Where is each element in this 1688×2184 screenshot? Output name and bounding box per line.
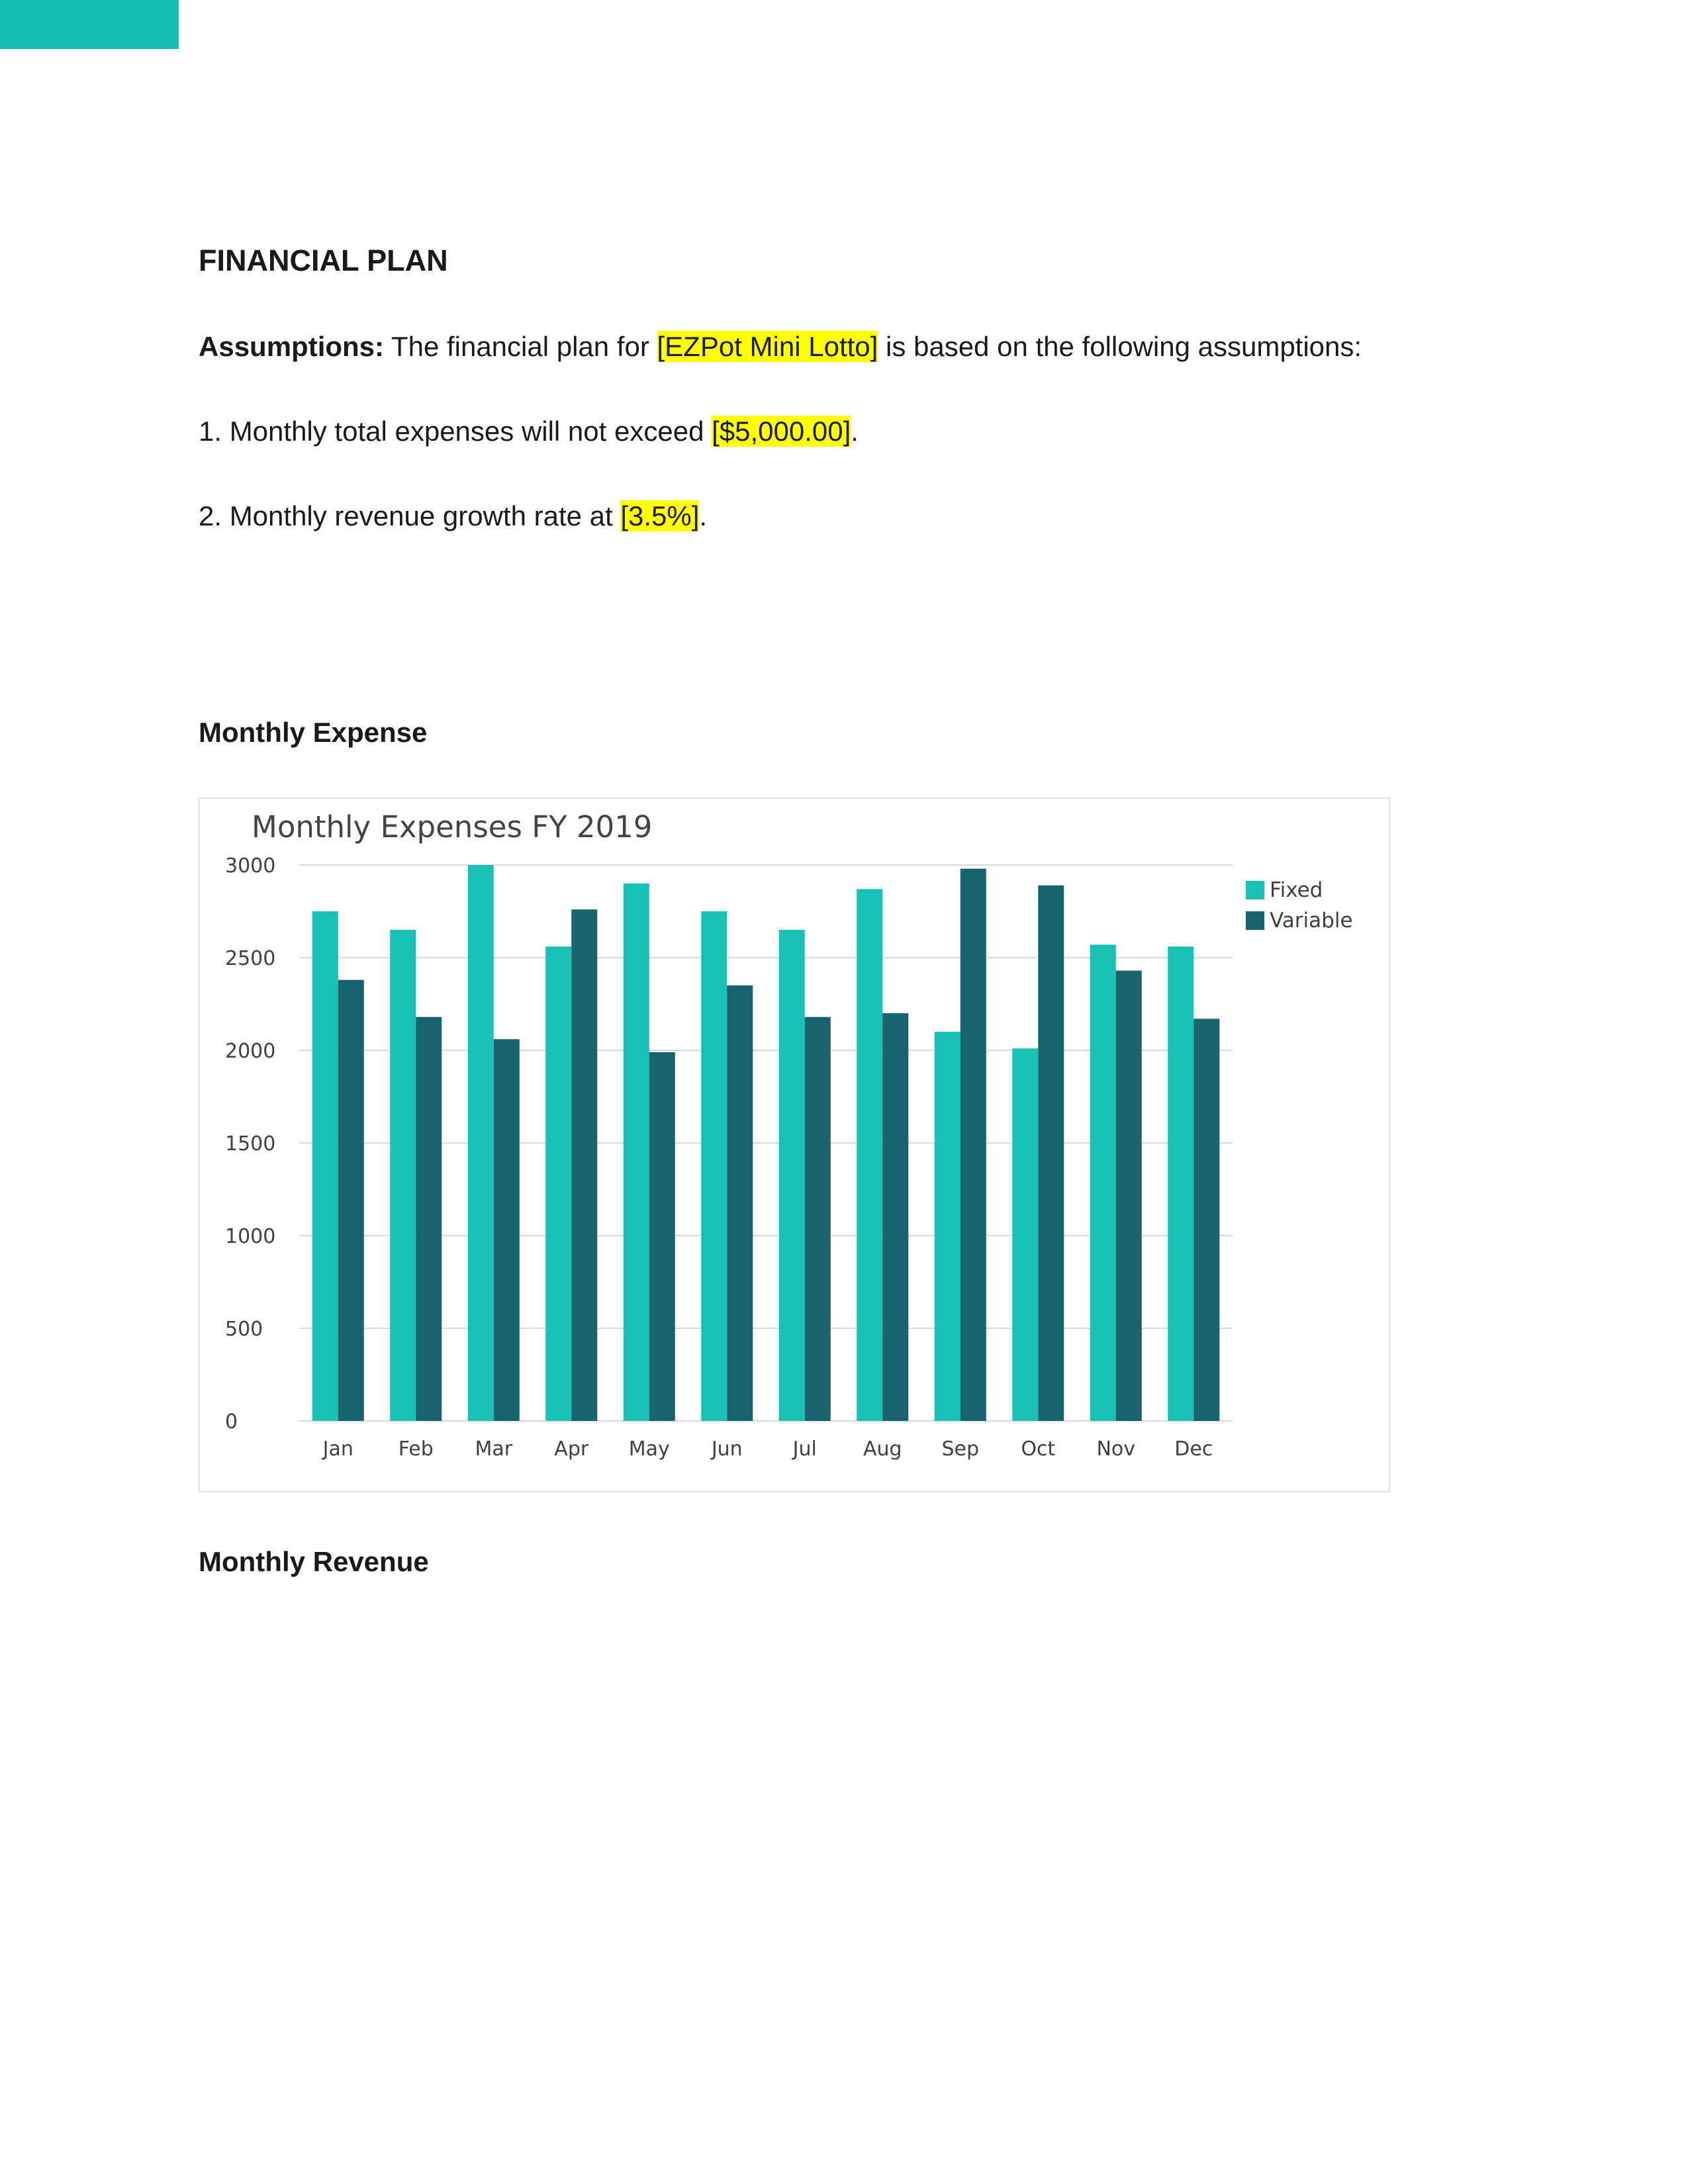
bar-fixed-sep (935, 1032, 961, 1421)
x-tick-label: Aug (863, 1437, 902, 1461)
bar-variable-sep (961, 869, 986, 1421)
bar-variable-jun (727, 985, 753, 1421)
assumptions-label: Assumptions: (199, 331, 385, 362)
y-tick-label: 2000 (225, 1040, 276, 1063)
assumption-item-1-text: 1. Monthly total expenses will not exceed (199, 416, 712, 447)
y-tick-label: 0 (225, 1410, 238, 1433)
y-tick-label: 3000 (225, 854, 276, 878)
bar-fixed-nov (1090, 944, 1116, 1421)
bar-variable-jul (805, 1017, 831, 1421)
chart-canvas (200, 799, 1389, 1491)
assumption-item-1-suffix: . (851, 416, 859, 447)
bar-variable-nov (1116, 971, 1142, 1421)
assumptions-text-before: The financial plan for (384, 331, 657, 362)
assumptions-text-after: is based on the following assumptions: (878, 331, 1362, 362)
y-tick-label: 1500 (225, 1132, 276, 1156)
bar-fixed-aug (857, 889, 882, 1421)
bar-fixed-oct (1012, 1048, 1038, 1421)
bar-fixed-mar (468, 865, 494, 1421)
chart-legend (1246, 875, 1353, 936)
bar-variable-aug (882, 1013, 908, 1421)
bar-variable-dec (1194, 1019, 1219, 1421)
bar-fixed-feb (390, 930, 416, 1421)
bar-fixed-apr (545, 946, 571, 1421)
legend-label-variable: Variable (1270, 909, 1353, 933)
x-tick-label: Jan (322, 1437, 353, 1461)
chart-title: Monthly Expenses FY 2019 (252, 809, 653, 844)
bar-variable-apr (571, 909, 597, 1421)
bar-fixed-jun (701, 911, 727, 1421)
bar-fixed-jan (312, 911, 338, 1421)
bar-variable-oct (1038, 886, 1064, 1421)
x-tick-label: Sep (941, 1437, 980, 1461)
x-tick-label: Mar (475, 1437, 513, 1461)
assumption-item-2-suffix: . (699, 500, 708, 531)
assumptions-paragraph (199, 331, 1362, 363)
bar-fixed-may (624, 884, 649, 1421)
chart-y-axis (225, 854, 275, 1433)
legend-label-fixed: Fixed (1270, 878, 1323, 902)
y-tick-label: 500 (225, 1318, 263, 1341)
legend-swatch-variable (1246, 911, 1264, 930)
x-tick-label: May (628, 1437, 670, 1461)
chart-x-axis (322, 1437, 1213, 1461)
y-tick-label: 2500 (225, 947, 276, 970)
x-tick-label: Dec (1174, 1437, 1213, 1461)
bar-variable-mar (494, 1039, 520, 1421)
bar-variable-jan (338, 980, 364, 1421)
section-heading-monthly-revenue: Monthly Revenue (199, 1546, 429, 1577)
x-tick-label: Nov (1096, 1437, 1136, 1461)
legend-item-variable (1246, 905, 1353, 936)
assumption-item-1-value: [$5,000.00] (712, 416, 851, 447)
section-heading-monthly-expense: Monthly Expense (199, 717, 428, 748)
legend-item-fixed (1246, 875, 1353, 905)
x-tick-label: Jun (711, 1437, 743, 1461)
company-name-highlight: [EZPot Mini Lotto] (657, 331, 878, 362)
x-tick-label: Feb (398, 1437, 434, 1461)
bar-fixed-dec (1168, 946, 1194, 1421)
bar-variable-may (649, 1052, 675, 1421)
bar-variable-feb (416, 1017, 442, 1421)
assumption-item-2-text: 2. Monthly revenue growth rate at (199, 500, 621, 531)
x-tick-label: Oct (1021, 1437, 1056, 1461)
assumption-item-1 (199, 416, 859, 447)
assumption-item-2-value: [3.5%] (620, 500, 700, 531)
monthly-expenses-chart (199, 797, 1390, 1492)
corner-accent-tab (0, 0, 179, 49)
x-tick-label: Apr (554, 1437, 589, 1461)
legend-swatch-fixed (1246, 881, 1264, 899)
x-tick-label: Jul (792, 1437, 817, 1461)
assumption-item-2 (199, 500, 707, 532)
page-title: FINANCIAL PLAN (199, 244, 448, 277)
y-tick-label: 1000 (225, 1225, 276, 1248)
bar-fixed-jul (779, 930, 805, 1421)
